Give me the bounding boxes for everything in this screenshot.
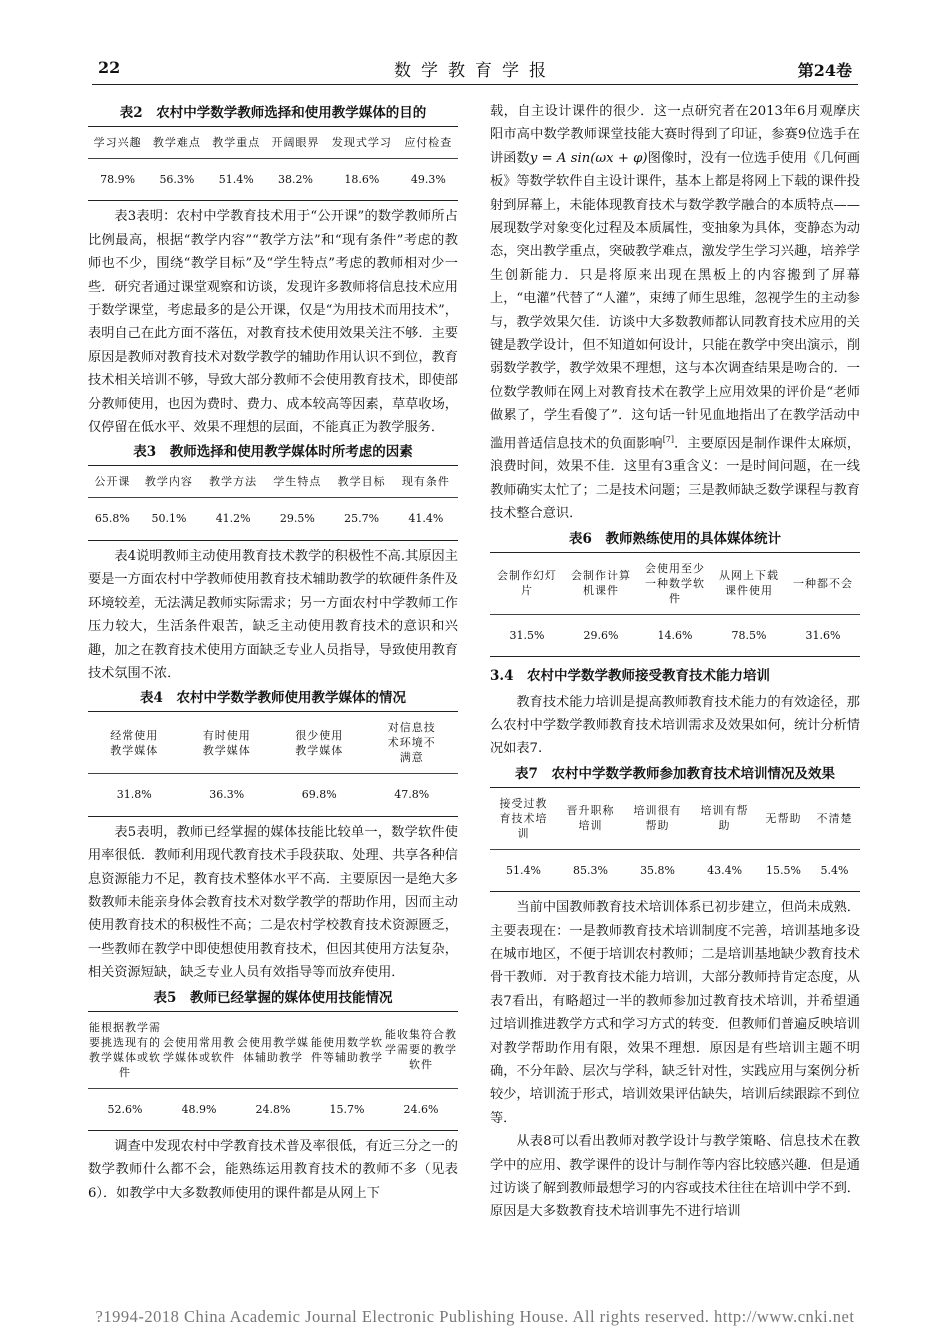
paragraph-text: ．主要原因是制作课件太麻烦，浪费时间，效果不佳．这里有3重含义：一是时间问题，在一线教师确实太忙了；二是技术问题；三是教师缺乏数学课程与教育技术整合意识． bbox=[490, 436, 861, 522]
paragraph: 表5表明，教师已经掌握的媒体技能比较单一，数学软件使用率很低．教师利用现代教育技术手段获取、处理、共享各种信息资源能力不足，教育技术整体水平不高．主要原因一是绝大多数教师未能亲身体会教育技术对数学教学的帮助作用，因而主动使用教育技术的积极性不高；二是农村学校教育技术资源匮乏，一些教师在教学中即使想使用教育技术，但因其使用方法复杂，相关资源短缺，缺乏专业人员有效指导等而放弃使用． bbox=[88, 824, 458, 981]
table-header-cell: 应付检查 bbox=[399, 127, 458, 159]
table-value-cell: 78.5% bbox=[712, 614, 786, 656]
table-header-cell: 经常使用 教学媒体 bbox=[88, 712, 181, 774]
journal-title: 数学教育学报 bbox=[394, 61, 556, 81]
citation: [7] bbox=[662, 434, 675, 444]
table-value-cell: 41.4% bbox=[394, 498, 458, 540]
table-header-cell: 教学内容 bbox=[137, 466, 201, 498]
table-header-cell: 培训很有 帮助 bbox=[624, 787, 691, 849]
table-header-cell: 教学方法 bbox=[201, 466, 265, 498]
table-value-cell: 36.3% bbox=[181, 774, 274, 816]
table7-caption: 表7 农村中学数学教师参加教育技术培训情况及效果 bbox=[515, 765, 835, 782]
paragraph: 表4说明教师主动使用教育技术教学的积极性不高.其原因主要是一方面农村中学教师使用教育技术辅助教学的软硬件条件及环境较差，无法满足教师实际需求；另一方面农村中学教师工作压力较大，生活条件艰苦，缺乏主动使用教育技术的意识和兴趣，加之在教育技术使用方面缺乏专业人员指导，导致使用教育技术氛围不浓． bbox=[88, 548, 458, 681]
table-value-cell: 31.6% bbox=[786, 614, 860, 656]
table-value-cell: 35.8% bbox=[624, 849, 691, 891]
table-header-cell: 会使用常用教 学媒体或软件 bbox=[162, 1011, 236, 1088]
table-header-cell: 有时使用 教学媒体 bbox=[181, 712, 274, 774]
table5-caption: 表5 教师已经掌握的媒体使用技能情况 bbox=[153, 989, 393, 1006]
table-header-cell: 会制作幻灯 片 bbox=[490, 552, 564, 614]
table-value-cell: 24.8% bbox=[236, 1088, 310, 1130]
table-header-cell: 学生特点 bbox=[265, 466, 329, 498]
section-heading: 3.4 农村中学数学教师接受教育技术能力培训 bbox=[490, 668, 770, 685]
paragraph: 当前中国教师教育技术培训体系已初步建立，但尚未成熟．主要表现在：一是教师教育技术培训制度不完善，培训基地多设在城市地区，不便于培训农村教师；二是培训基地缺少教育技术骨干教师．对于教育技术能力培训，大部分教师持肯定态度，从表7看出，有略超过一半的教师参加过教育技术培训，并希望通过培训推进教学方式和学习方式的转变．但教师们普遍反映培训对教学帮助作用有限，效果不理想．原因是有些培训主题不明确，不分年龄、层次与学科，缺乏针对性，实践应用与案例分析较少，培训流于形式，培训效果评估缺失，培训后续跟踪不到位等． bbox=[490, 900, 860, 1126]
table-value-cell: 47.8% bbox=[366, 774, 459, 816]
table-value-cell: 56.3% bbox=[147, 159, 206, 201]
table6 bbox=[490, 552, 860, 657]
table-header-cell: 无帮助 bbox=[758, 787, 809, 849]
table2 bbox=[88, 126, 458, 201]
paragraph: 教育技术能力培训是提高教师教育技术能力的有效途径，那么农村中学数学教师教育技术培训需求及效果如何，统计分析情况如表7. bbox=[490, 694, 860, 757]
table-header-cell: 会使用至少 一种数学软 件 bbox=[638, 552, 712, 614]
table-header-cell: 培训有帮 助 bbox=[691, 787, 758, 849]
table-value-cell: 85.3% bbox=[557, 849, 624, 891]
table-header-cell: 现有条件 bbox=[394, 466, 458, 498]
paragraph: 调查中发现农村中学教育技术普及率很低，有近三分之一的数学教师什么都不会，能熟练运用教育技术的教师不多（见表6）．如教学中大多数教师使用的课件都是从网上下 bbox=[88, 1138, 458, 1201]
table-header-cell: 教学难点 bbox=[147, 127, 206, 159]
table3-caption: 表3 教师选择和使用教学媒体时所考虑的因素 bbox=[133, 444, 413, 461]
table4 bbox=[88, 711, 458, 816]
table-value-cell: 15.7% bbox=[310, 1088, 384, 1130]
table-value-cell: 52.6% bbox=[88, 1088, 162, 1130]
table-value-cell: 25.7% bbox=[330, 498, 394, 540]
table-header-cell: 从网上下载 课件使用 bbox=[712, 552, 786, 614]
table-header-cell: 晋升职称 培训 bbox=[557, 787, 624, 849]
table-header-cell: 教学目标 bbox=[330, 466, 394, 498]
table-value-cell: 69.8% bbox=[273, 774, 366, 816]
paragraph: 从表8可以看出教师对教学设计与教学策略、信息技术在教学中的应用、教学课件的设计与制作等内容比较感兴趣．但是通过访谈了解到教师最想学习的内容或技术往往在培训中学不到．原因是大多数教育技术培训事先不进行培训 bbox=[490, 1134, 860, 1220]
table-header-cell: 开阔眼界 bbox=[266, 127, 325, 159]
volume-label: 第24卷 bbox=[797, 61, 852, 80]
table-header-cell: 发现式学习 bbox=[325, 127, 399, 159]
table6-caption: 表6 教师熟练使用的具体媒体统计 bbox=[569, 530, 781, 547]
table-value-cell: 15.5% bbox=[758, 849, 809, 891]
paragraph bbox=[490, 100, 860, 526]
table-value-cell: 38.2% bbox=[266, 159, 325, 201]
table-header-cell: 不清楚 bbox=[809, 787, 860, 849]
table-header-cell: 接受过教 育技术培 训 bbox=[490, 787, 557, 849]
table-value-cell: 29.6% bbox=[564, 614, 638, 656]
paragraph: 表3表明：农村中学教育技术用于“公开课”的数学教师所占比例最高，根据“教学内容”“教学方法”和“现有条件”考虑的教师也不少，围绕“教学目标”及“学生特点”考虑的教师相对少一些．研究者通过课堂观察和访谈，发现许多教师将信息技术应用于数学课堂，考虑最多的是公开课，仅是“为用技术而用技术”，表明自己在此方面不落伍，对教育技术使用效果关注不够．主要原因是教师对教育技术对数学教学的辅助作用认识不到位，教育技术相关培训不够，导致大部分教师不会使用教育技术，即使部分教师使用，也因为费时、费力、成本较高等因素，草草收场，仅停留在低水平、效果不理想的层面，不能真正为教学服务． bbox=[88, 209, 458, 436]
left-column bbox=[88, 100, 458, 1205]
paragraph-text: 图像时，没有一位选手使用《几何画板》等数学软件自主设计课件，基本上都是将网上下载的课件投射到屏幕上，未能体现教育技术与数学教学融合的本质特点——展现数学对象变化过程及本质属性，变抽象为具体，变静态为动态，突出教学重点，突破教学难点，激发学生学习兴趣，培养学生创新能力．只是将原来出现在黑板上的内容搬到了屏幕上，“电灌”代替了“人灌”，束缚了师生思维，忽视学生的主动参与，教学效果欠佳．访谈中大多数教师都认同教育技术应用的关键是教学设计，但不知道如何设计，只能在教学中突出演示，削弱数学教学，教学效果不理想，这与本次调查结果是吻合的．一位数学教师在网上对教育技术在教学上应用效果的评价是“老师做累了，学生看傻了”．这句话一针见血地指出了在教学活动中滥用普适信息技术的负面影响 bbox=[490, 150, 860, 452]
table-header-cell: 教学重点 bbox=[207, 127, 266, 159]
table-header-cell: 能收集符合教 学需要的教学 软件 bbox=[384, 1011, 458, 1088]
table-header-cell: 能使用数学软 件等辅助教学 bbox=[310, 1011, 384, 1088]
table-header-cell: 一种都不会 bbox=[786, 552, 860, 614]
table2-caption: 表2 农村中学数学教师选择和使用教学媒体的目的 bbox=[119, 105, 427, 121]
table-value-cell: 43.4% bbox=[691, 849, 758, 891]
table-header-cell: 会制作计算 机课件 bbox=[564, 552, 638, 614]
table-header-cell: 公开课 bbox=[88, 466, 137, 498]
table-header-cell: 很少使用 教学媒体 bbox=[273, 712, 366, 774]
copyright-footer: ?1994-2018 China Academic Journal Electronic Publishing House. All rights reserved. http://www.cnki.net bbox=[95, 1307, 855, 1326]
table-value-cell: 31.8% bbox=[88, 774, 181, 816]
table-value-cell: 5.4% bbox=[809, 849, 860, 891]
table-value-cell: 18.6% bbox=[325, 159, 399, 201]
table3 bbox=[88, 465, 458, 540]
table-header-cell: 学习兴趣 bbox=[88, 127, 147, 159]
table-value-cell: 78.9% bbox=[88, 159, 147, 201]
table5 bbox=[88, 1011, 458, 1131]
table4-caption: 表4 农村中学数学教师使用教学媒体的情况 bbox=[140, 690, 406, 707]
table-value-cell: 49.3% bbox=[399, 159, 458, 201]
table-value-cell: 41.2% bbox=[201, 498, 265, 540]
formula: y = A sin(ωx + φ) bbox=[529, 150, 648, 166]
table-value-cell: 31.5% bbox=[490, 614, 564, 656]
running-header bbox=[92, 58, 858, 85]
table-value-cell: 50.1% bbox=[137, 498, 201, 540]
page-number: 22 bbox=[98, 58, 121, 77]
table-value-cell: 24.6% bbox=[384, 1088, 458, 1130]
table-value-cell: 51.4% bbox=[207, 159, 266, 201]
table-value-cell: 48.9% bbox=[162, 1088, 236, 1130]
right-column bbox=[490, 100, 860, 1224]
table-header-cell: 能根据教学需 要挑选现有的 教学媒体或软 件 bbox=[88, 1011, 162, 1088]
table-header-cell: 会使用教学媒 体辅助教学 bbox=[236, 1011, 310, 1088]
table-value-cell: 51.4% bbox=[490, 849, 557, 891]
table-value-cell: 29.5% bbox=[265, 498, 329, 540]
table-value-cell: 65.8% bbox=[88, 498, 137, 540]
table-value-cell: 14.6% bbox=[638, 614, 712, 656]
table-header-cell: 对信息技 术环境不 满意 bbox=[366, 712, 459, 774]
table7 bbox=[490, 787, 860, 892]
paragraph-text: 载，自主设计课件的很少．这一点研究者在2013年6月观摩庆阳市高中数学教师课堂技能大赛时得到了印证，参赛9位选手在讲函数 bbox=[490, 104, 860, 166]
